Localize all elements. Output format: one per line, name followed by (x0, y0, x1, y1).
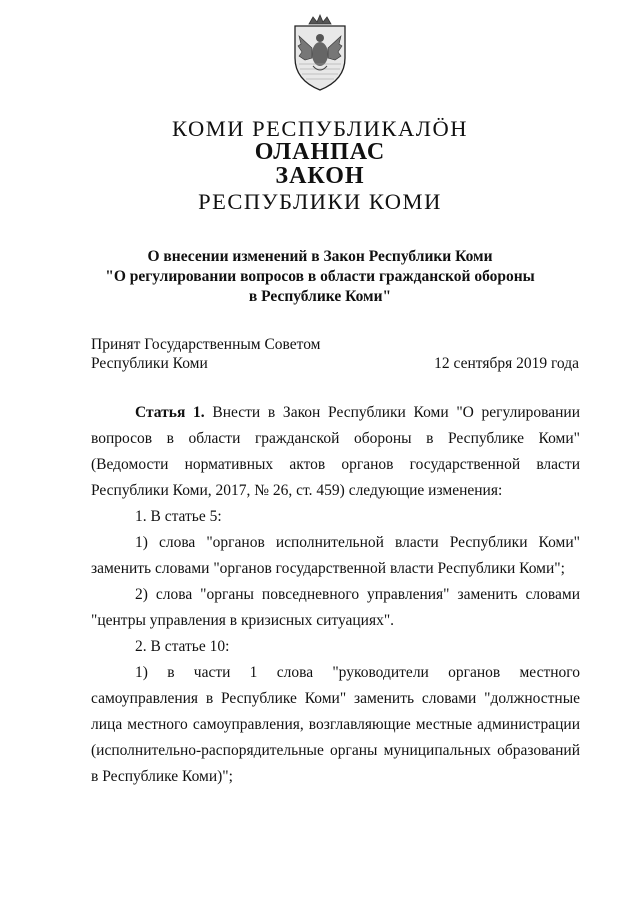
paragraph-1: 1. В статье 5: (135, 508, 222, 525)
article-text: Внести в Закон Республики Коми "О регулировании вопросов в области гражданской обороны в Республике Коми" (Ведомости нормативных актов органов государственной власти Республики Коми, 2017, № 26, ст. 459) следующие изменения: (91, 404, 581, 499)
paragraph-4: 2. В статье 10: (135, 638, 230, 655)
law-body (91, 400, 580, 790)
header-olanpas: ОЛАНПАС (254, 139, 386, 165)
article-label: Статья 1. (135, 404, 205, 421)
adoption-date: 12 сентября 2019 года (434, 355, 579, 372)
header-respubliki-komi: РЕСПУБЛИКИ КОМИ (198, 189, 442, 214)
paragraph-5: 1) в части 1 слова "руководители органов местного самоуправления в Республике Коми" заменить словами "должностные лица местного самоуправления, возглавляющие местные администрации (исполнительно-распорядительные органы муниципальных образований в Республике Коми)"; (91, 664, 580, 785)
adoption-block (91, 335, 321, 373)
paragraph-3: 2) слова "органы повседневного управления" заменить словами "центры управления в кризисных ситуациях". (91, 586, 580, 629)
header-komi-republic: КОМИ РЕСПУБЛИКАЛÖН (172, 116, 468, 141)
adoption-line-1: Принят Государственным Советом (91, 336, 321, 353)
law-title-line-2: "О регулировании вопросов в области гражданской обороны (105, 268, 535, 285)
adoption-line-2: Республики Коми (91, 355, 208, 372)
paragraph-2: 1) слова "органов исполнительной власти Республики Коми" заменить словами "органов государственной власти Республики Коми"; (91, 534, 580, 577)
komi-coat-of-arms-icon (289, 14, 351, 92)
article-1-paragraph (91, 400, 580, 504)
law-title-line-3: в Республике Коми" (248, 288, 392, 305)
law-title-line-1: О внесении изменений в Закон Республики Коми (147, 248, 493, 265)
header-zakon: ЗАКОН (275, 163, 365, 189)
law-title (0, 247, 640, 307)
